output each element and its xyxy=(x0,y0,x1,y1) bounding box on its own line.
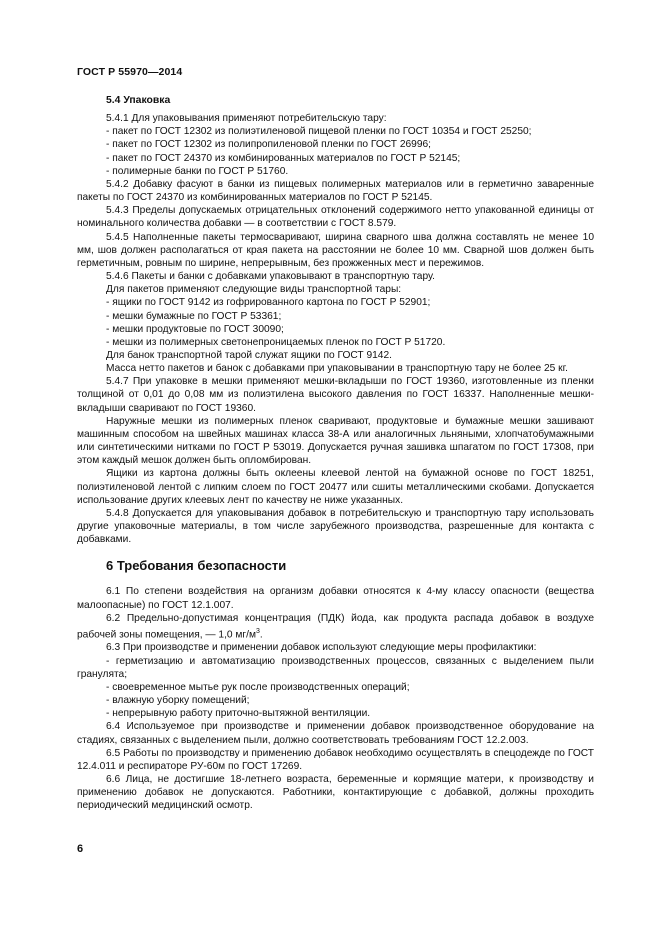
paragraph: Для пакетов применяют следующие виды транспортной тары: xyxy=(106,284,402,296)
paragraph: Масса нетто пакетов и банок с добавками при упаковывании в транспортную тару не более 25 кг. xyxy=(106,363,568,375)
list-item: - полимерные банки по ГОСТ Р 51760. xyxy=(106,165,289,177)
paragraph: 6.6 Лица, не достигшие 18-летнего возраста, беременные и кормящие матери, к производству и применению добавок не допускаются. Работники, контактирующие с добавкой, должны проходить периодический медицинский осмотр. xyxy=(77,774,594,812)
paragraph-pdk xyxy=(77,612,594,642)
list-item: - мешки продуктовые по ГОСТ 30090; xyxy=(106,323,284,335)
paragraph: 5.4.1 Для упаковывания применяют потребительскую тару: xyxy=(106,113,387,125)
list-item: - герметизацию и автоматизацию производственных процессов, связанных с выделением пыли гранулята; xyxy=(77,655,594,680)
paragraph: Для банок транспортной тарой служат ящики по ГОСТ 9142. xyxy=(106,349,392,361)
paragraph: 5.4.6 Пакеты и банки с добавками упаковывают в транспортную тару. xyxy=(106,271,435,283)
paragraph: 6.1 По степени воздействия на организм добавки относятся к 4-му классу опасности (вещества малоопасные) по ГОСТ 12.1.007. xyxy=(77,586,594,611)
list-item: - влажную уборку помещений; xyxy=(106,695,250,707)
paragraph: 5.4.5 Наполненные пакеты термосваривают, ширина сварного шва должна составлять не менее 10 мм, шов должен располагаться от края пакета на расстоянии не более 10 мм. Сварной шов должен быть герметичным, ровным по ширине, непрерывным, без прожженных мест и пережимов. xyxy=(77,231,594,269)
paragraph: 5.4.3 Пределы допускаемых отрицательных отклонений содержимого нетто упакованной единицы от номинального количества добавки — в соответствии с ГОСТ 8.579. xyxy=(77,205,594,230)
list-item: - мешки из полимерных светонепроницаемых пленок по ГОСТ Р 51720. xyxy=(106,336,446,348)
list-item: - пакет по ГОСТ 24370 из комбинированных материалов по ГОСТ Р 52145; xyxy=(106,152,461,164)
list-item: - пакет по ГОСТ 12302 из полиэтиленовой пищевой пленки по ГОСТ 10354 и ГОСТ 25250; xyxy=(106,126,532,138)
section-heading-6: 6 Требования безопасности xyxy=(106,558,287,574)
paragraph: Ящики из картона должны быть оклеены клеевой лентой на бумажной основе по ГОСТ 18251, полиэтиленовой лентой с липким слоем по ГОСТ 20477 или сшиты металлическими скобами. Допускается использование других клеевых лент по качеству не ниже указанных. xyxy=(77,468,594,506)
document-header: ГОСТ Р 55970—2014 xyxy=(77,66,183,78)
list-item: - непрерывную работу приточно-вытяжной вентиляции. xyxy=(106,708,371,720)
list-item: - ящики по ГОСТ 9142 из гофрированного картона по ГОСТ Р 52901; xyxy=(106,297,431,309)
pdk-end: . xyxy=(259,629,263,641)
paragraph: 6.4 Используемое при производстве и применении добавок производственное оборудование на стадиях, связанных с выделением пыли, должно соответствовать требованиям ГОСТ 12.2.003. xyxy=(77,721,594,746)
list-item: - пакет по ГОСТ 12302 из полипропиленовой пленки по ГОСТ 26996; xyxy=(106,139,431,151)
document-body xyxy=(77,94,594,813)
paragraph: Наружные мешки из полимерных пленок сваривают, продуктовые и бумажные мешки зашивают машинным способом на швейных машинах класса 38-А или аналогичных льняными, хлопчатобумажными или синтетическими нитками по ГОСТ Р 53019. Допускается ручная зашивка шпагатом по ГОСТ 17308, при этом каждый мешок должен быть опломбирован. xyxy=(77,415,594,467)
section-heading-5-4: 5.4 Упаковка xyxy=(106,95,171,106)
paragraph: 5.4.2 Добавку фасуют в банки из пищевых полимерных материалов или в герметично заваренные пакеты по ГОСТ 24370 из комбинированных материалов по ГОСТ Р 52145. xyxy=(77,178,594,204)
section-6-body xyxy=(77,585,594,812)
list-item: - своевременное мытье рук после производственных операций; xyxy=(106,681,410,693)
pdk-superscript: 3 xyxy=(255,627,260,635)
list-item: - мешки бумажные по ГОСТ Р 53361; xyxy=(106,310,282,322)
pdk-text: 6.2 Предельно-допустимая концентрация (ПДК) йода, как продукта распада добавок в воздухе рабочей зоны помещения, — 1,0 мг/м xyxy=(77,612,594,641)
paragraph: 5.4.7 При упаковке в мешки применяют мешки-вкладыши по ГОСТ 19360, изготовленные из пленки толщиной от 0,01 до 0,08 мм из полиэтилена высокого давления по ГОСТ 16337. Наполненные мешки-вкладыши сваривают по ГОСТ 19360. xyxy=(77,376,594,414)
paragraph: 6.5 Работы по производству и применению добавок необходимо осуществлять в спецодежде по ГОСТ 12.4.011 и респираторе РУ-60м по ГОСТ 17269. xyxy=(77,747,594,772)
paragraph: 6.3 При производстве и применении добавок используют следующие меры профилактики: xyxy=(106,642,537,654)
section-5-4-body xyxy=(77,112,594,546)
paragraph: 5.4.8 Допускается для упаковывания добавок в потребительскую и транспортную тару использовать другие упаковочные материалы, в том числе зарубежного производства, разрешенные для контакта с добавками. xyxy=(77,507,594,546)
page-number: 6 xyxy=(77,843,84,855)
